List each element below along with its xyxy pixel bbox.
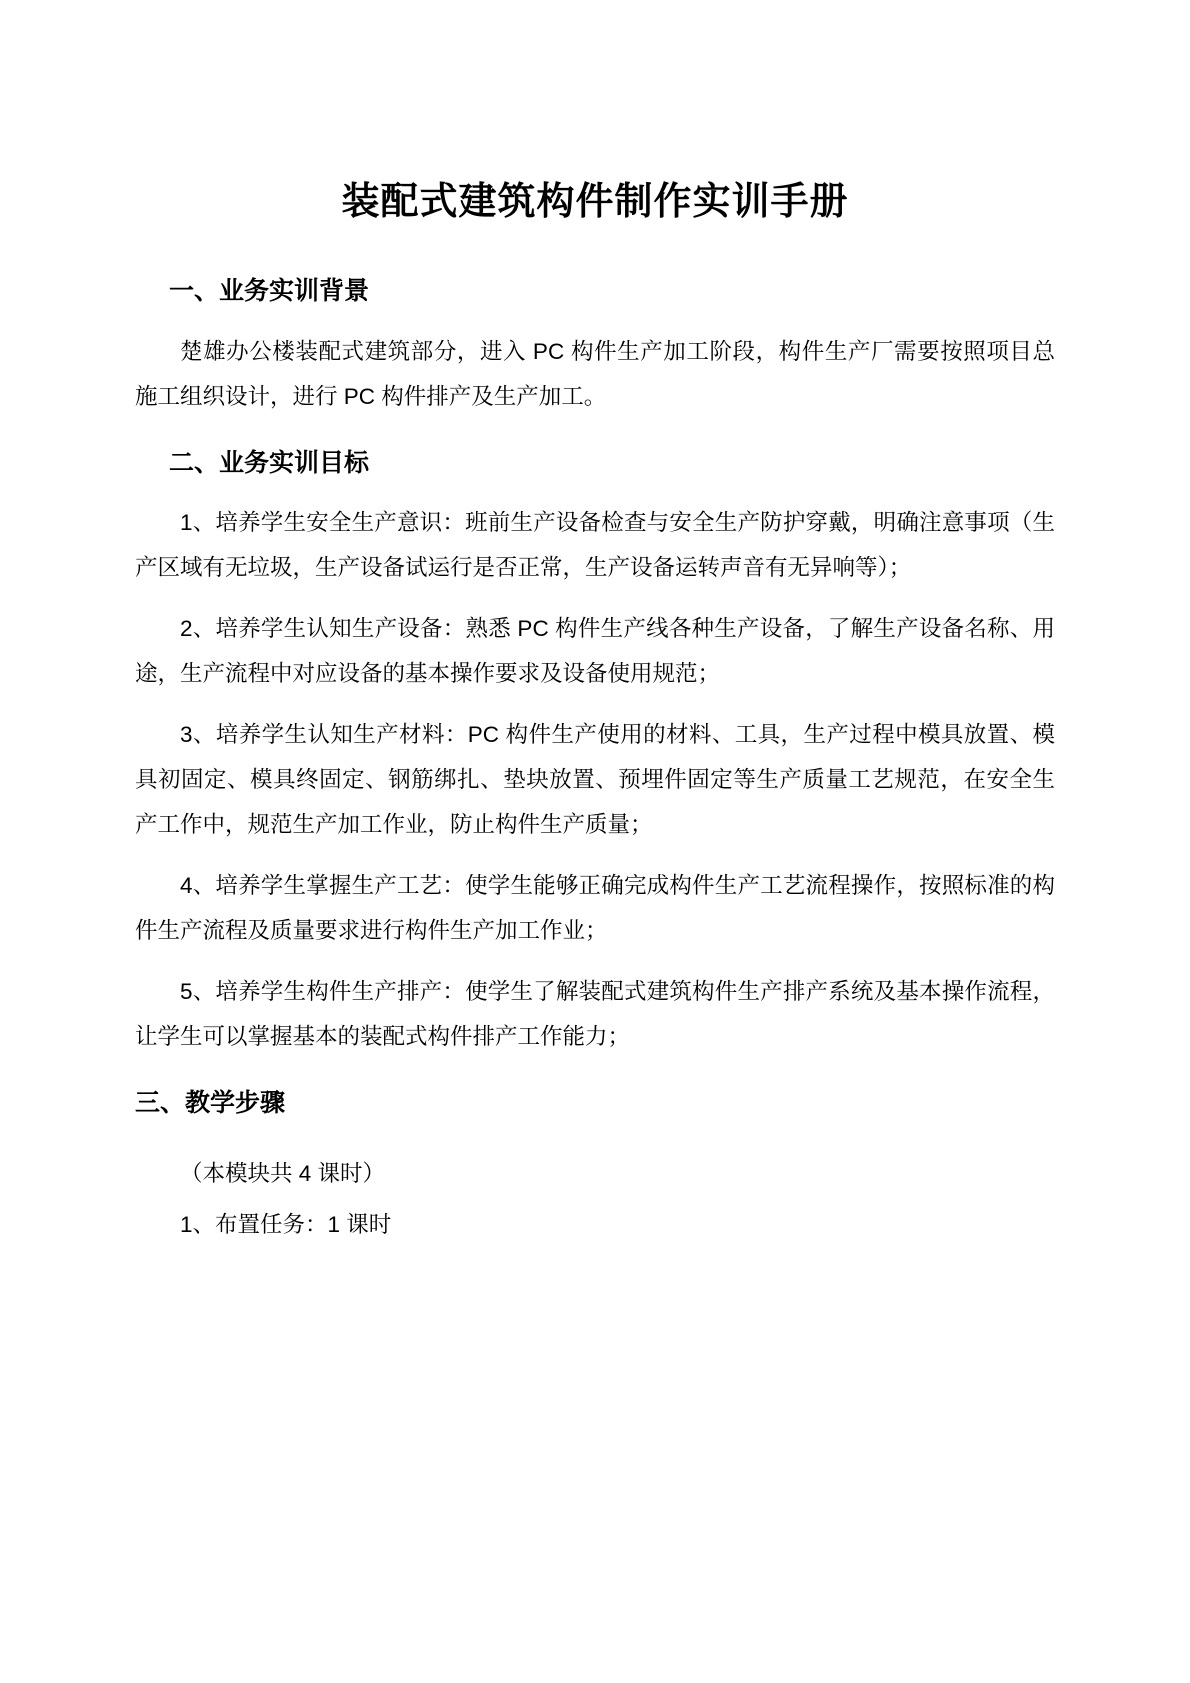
paragraph-objective-3: 3、培养学生认知生产材料：PC 构件生产使用的材料、工具，生产过程中模具放置、模具初固定、模具终固定、钢筋绑扎、垫块放置、预埋件固定等生产质量工艺规范，在安全生产工作中，规范生产加工作业，防止构件生产质量； bbox=[135, 722, 1055, 838]
paragraph-background-1: 楚雄办公楼装配式建筑部分，进入 PC 构件生产加工阶段，构件生产厂需要按照项目总施工组织设计，进行 PC 构件排产及生产加工。 bbox=[135, 338, 1055, 409]
page-title: 装配式建筑构件制作实训手册 bbox=[341, 181, 849, 223]
section-heading-objectives: 二、业务实训目标 bbox=[169, 448, 370, 477]
note-module-hours: （本模块共 4 课时） bbox=[180, 1160, 386, 1186]
note-step-1: 1、布置任务：1 课时 bbox=[180, 1211, 392, 1237]
paragraph-objective-2: 2、培养学生认知生产设备：熟悉 PC 构件生产线各种生产设备，了解生产设备名称、用途，生产流程中对应设备的基本操作要求及设备使用规范； bbox=[135, 616, 1055, 687]
section-heading-teaching-steps: 三、教学步骤 bbox=[135, 1089, 286, 1118]
section-heading-background: 一、业务实训背景 bbox=[169, 277, 370, 306]
paragraph-objective-4: 4、培养学生掌握生产工艺：使学生能够正确完成构件生产工艺流程操作，按照标准的构件生产流程及质量要求进行构件生产加工作业； bbox=[135, 873, 1055, 944]
paragraph-objective-1: 1、培养学生安全生产意识：班前生产设备检查与安全生产防护穿戴，明确注意事项（生产区域有无垃圾，生产设备试运行是否正常，生产设备运转声音有无异响等）； bbox=[135, 510, 1055, 581]
paragraph-objective-5: 5、培养学生构件生产排产：使学生了解装配式建筑构件生产排产系统及基本操作流程，让学生可以掌握基本的装配式构件排产工作能力； bbox=[135, 979, 1055, 1050]
spacer bbox=[135, 1141, 1055, 1151]
